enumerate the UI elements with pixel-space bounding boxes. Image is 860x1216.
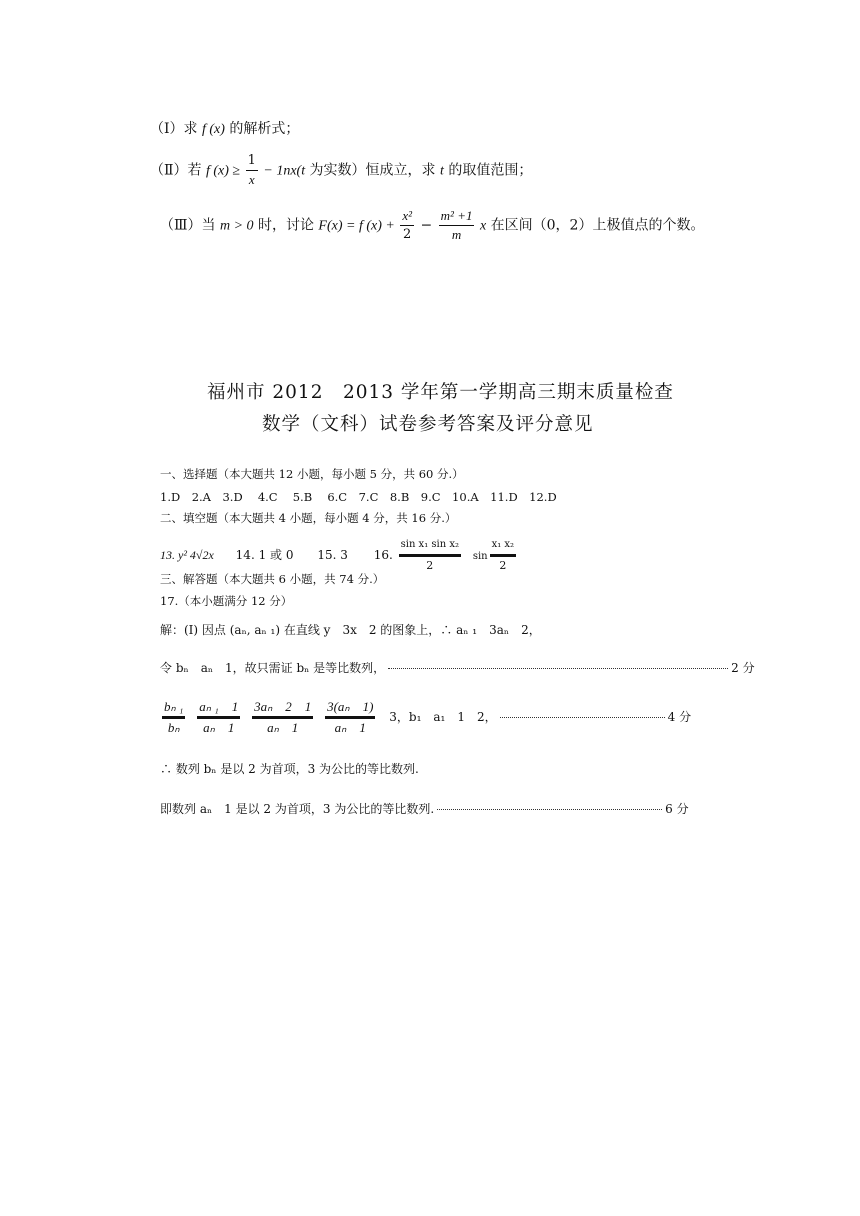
q3-frac2-den: m [451,227,462,242]
f16-sin: sin [472,551,488,562]
q1-suffix: 的解析式； [224,121,300,137]
fill-16-label: 16. [373,548,393,562]
f16-den2: 2 [499,559,507,572]
sol5-text: 即数列 aₙ 1 是以 2 为首项，3 为公比的等比数列. [160,802,435,816]
solution-line-2 [160,659,755,676]
fill-answers [160,536,518,575]
q17-heading: 17.（本小题满分 12 分） [160,594,293,608]
section-choice-heading: 一、选择题（本大题共 12 小题，每小题 5 分，共 60 分.） [160,467,464,481]
fill-14: 14. 1 或 0 [235,548,294,562]
fill-16-fraction-2 [490,536,516,575]
q2-frac-den: x [248,172,255,187]
section-solve-heading: 三、解答题（本大题共 6 小题，共 74 分.） [160,572,385,586]
q3-fraction-1 [400,207,414,244]
q2-t2: t [440,163,444,179]
q2-prefix: （Ⅱ）若 [150,162,206,179]
q3-condition: m > 0 [219,218,254,234]
q3-minus: − [416,217,437,234]
q2-log: − 1nx( [259,163,302,179]
fr2-num: aₙ ₁ 1 [197,698,240,719]
q3-fraction-2 [439,207,475,244]
f16-den: 2 [426,559,434,572]
solution-line-3 [160,698,691,737]
fr1-num: bₙ ₁ [162,698,185,719]
fill-15: 15. 3 [317,548,348,562]
fr3-den: aₙ 1 [267,720,299,735]
dot-leader [437,809,662,810]
solution-line-5 [160,800,689,817]
choice-answers: 1.D 2.A 3.D 4.C 5.B 6.C 7.C 8.B 9.C 10.A 11.D 12.D [160,490,557,504]
q3-mid: 时，讨论 [253,217,319,234]
fill-13: 13. y² 4√2x [160,548,214,562]
q1-function: f (x) [201,122,225,137]
fr1-den: bₙ [167,720,180,735]
section-fill-heading: 二、填空题（本大题共 4 小题，每小题 4 分，共 16 分.） [160,511,457,525]
q2-fraction [246,152,258,189]
question-3 [160,207,704,244]
q2-suffix: 的取值范围； [443,162,533,179]
dot-leader [388,668,728,669]
sol3-tail: 3，b₁ a₁ 1 2， [389,710,497,724]
fr4-den: aₙ 1 [334,720,366,735]
ratio-frac-1 [162,698,185,737]
score-2: 2 分 [731,661,755,675]
q3-suffix: 在区间（0，2）上极值点的个数。 [486,217,705,234]
q3-prefix: （Ⅲ）当 [160,217,220,234]
solution-line-4: ∴ 数列 bₙ 是以 2 为首项，3 为公比的等比数列. [160,762,419,776]
dot-leader [500,717,665,718]
q3-function: F(x) = f (x) + [318,218,399,234]
question-1 [150,118,299,138]
q3-frac1-num: x² [400,207,414,226]
score-6: 6 分 [665,802,689,816]
ratio-frac-2 [197,698,240,737]
fr4-num: 3(aₙ 1) [325,698,375,719]
q2-middle: 为实数）恒成立，求 [305,162,440,179]
ratio-frac-4 [325,698,375,737]
q3-frac1-den: 2 [403,227,412,242]
fr3-num: 3aₙ 2 1 [252,698,313,719]
q2-function: f (x) ≥ [205,163,244,179]
q1-prefix: （Ⅰ）求 [150,121,202,137]
q2-frac-num: 1 [246,152,258,171]
sol2-text: 令 bₙ aₙ 1，故只需证 bₙ 是等比数列， [160,661,386,675]
question-2 [150,152,532,189]
f16-num2: x₁ x₂ [490,536,516,557]
score-4: 4 分 [667,710,692,724]
f16-num: sin x₁ sin x₂ [399,536,461,557]
answer-title-2: 数学（文科）试卷参考答案及评分意见 [262,414,594,435]
fr2-den: aₙ 1 [203,720,235,735]
fill-16-fraction-1 [399,536,461,575]
q3-x: x [476,218,487,234]
q2-t: t [301,163,306,179]
q3-frac2-num: m² +1 [439,207,475,226]
answer-title-1: 福州市 2012 2013 学年第一学期高三期末质量检查 [207,382,674,403]
solution-line-1: 解：(Ⅰ) 因点 (aₙ, aₙ ₁) 在直线 y 3x 2 的图象上，∴ aₙ ₁ 3aₙ 2， [160,623,541,637]
ratio-frac-3 [252,698,313,737]
